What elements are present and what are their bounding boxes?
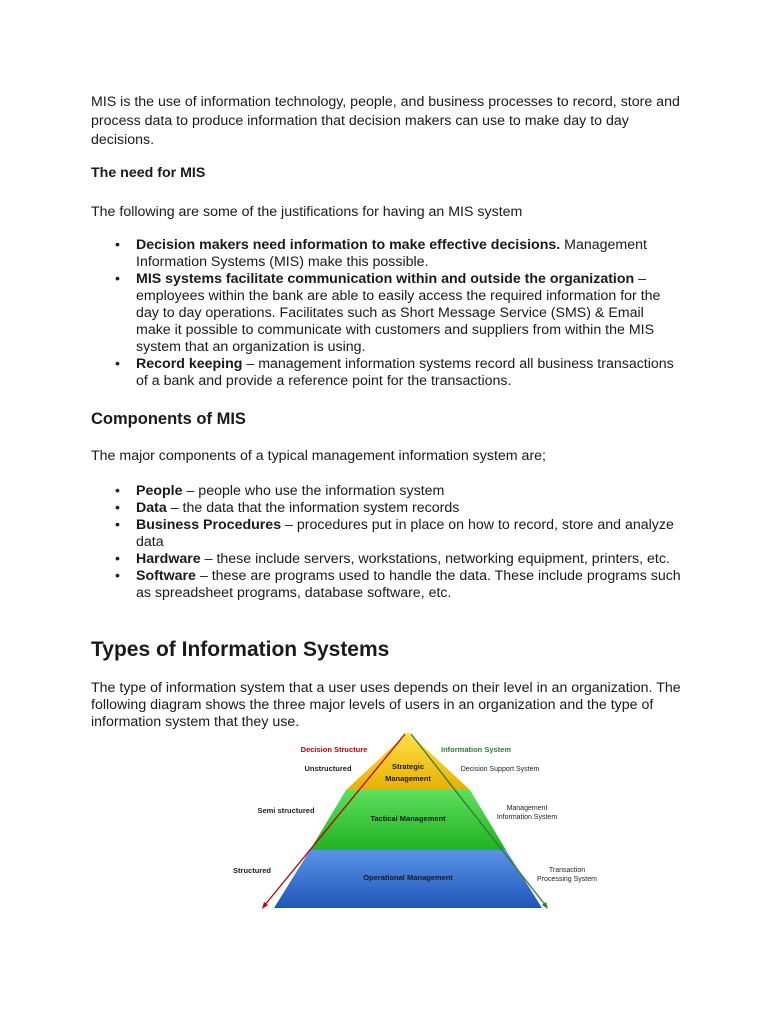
types-heading: Types of Information Systems [91, 638, 390, 661]
bullet-icon: • [115, 483, 120, 499]
mis-label-line2: Information System [496, 814, 558, 821]
need-item-desc: Management Information Systems (MIS) make this possible. [136, 237, 647, 270]
need-item [91, 271, 681, 356]
tps-label-line1: Transaction [548, 867, 586, 874]
need-list-wrap [91, 237, 681, 390]
component-item [91, 551, 681, 568]
strategic-management-line1: Strategic [391, 762, 425, 771]
types-paragraph-wrap [91, 680, 691, 731]
component-item [91, 500, 681, 517]
decision-support-system-label: Decision Support System [460, 766, 540, 773]
need-item-desc: – management information systems record all business transactions of a bank and provide a reference point for the transactions. [136, 356, 674, 389]
component-item-desc: – these are programs used to handle the data. These include programs such as spreadsheet programs, database software, etc. [136, 568, 681, 601]
need-item-term: MIS systems facilitate communication within and outside the organization [136, 271, 635, 287]
component-item-desc: – procedures put in place on how to record, store and analyze data [136, 517, 674, 550]
bullet-icon: • [115, 271, 120, 287]
need-item-term: Decision makers need information to make effective decisions. [136, 237, 561, 253]
tps-label-line2: Processing System [537, 876, 597, 883]
component-item-term: Hardware [136, 551, 201, 567]
component-item-desc: – these include servers, workstations, networking equipment, printers, etc. [200, 551, 670, 567]
unstructured-label: Unstructured [304, 764, 352, 773]
pyramid-svg [226, 732, 597, 912]
strategic-management-line2: Management [385, 774, 431, 783]
structured-label: Structured [233, 866, 271, 875]
components-lead: The major components of a typical management information system are; [91, 448, 546, 464]
components-heading-wrap [91, 409, 681, 429]
bullet-icon: • [115, 500, 120, 516]
need-heading-wrap [91, 164, 681, 183]
need-item [91, 356, 681, 390]
operational-management-label: Operational Management [363, 873, 453, 882]
need-lead-wrap [91, 203, 681, 222]
components-lead-wrap [91, 447, 681, 466]
components-list [91, 483, 681, 602]
mis-label-line1: Management [506, 805, 548, 812]
component-item [91, 483, 681, 500]
mis-pyramid-diagram [226, 732, 597, 912]
types-heading-wrap [91, 637, 681, 663]
component-item-desc: – people who use the information system [182, 483, 445, 499]
semi-structured-label: Semi structured [257, 806, 315, 815]
need-item [91, 237, 681, 271]
component-item-term: Data [136, 500, 167, 516]
bullet-icon: • [115, 517, 120, 533]
components-heading: Components of MIS [91, 410, 246, 428]
need-heading: The need for MIS [91, 165, 206, 181]
component-item-desc: – the data that the information system records [166, 500, 460, 516]
component-item-term: Business Procedures [136, 517, 282, 533]
bullet-icon: • [115, 356, 120, 372]
bullet-icon: • [115, 568, 120, 584]
information-system-title: Information System [440, 745, 512, 754]
bullet-icon: • [115, 551, 120, 567]
intro-paragraph: MIS is the use of information technology, people, and business processes to record, store and process data to produce information that decision makers can use to make day to day decisions. [91, 94, 680, 148]
need-list [91, 237, 681, 390]
intro-section [91, 93, 681, 150]
need-item-term: Record keeping [136, 356, 243, 372]
component-item [91, 568, 681, 602]
component-item [91, 517, 681, 551]
need-item-desc: – employees within the bank are able to easily access the required information for the day to day operations. Facilitates such as Short Message Service (SMS) & Email make it possible to communicate with customers and suppliers from within the MIS system that an organization is using. [136, 271, 661, 355]
decision-structure-title: Decision Structure [300, 745, 368, 754]
need-lead: The following are some of the justifications for having an MIS system [91, 204, 523, 220]
bullet-icon: • [115, 237, 120, 253]
components-list-wrap [91, 483, 681, 602]
types-paragraph: The type of information system that a user uses depends on their level in an organization. The following diagram shows the three major levels of users in an organization and the type of information system that they use. [91, 680, 681, 730]
tactical-management-label: Tactical Management [370, 814, 446, 823]
component-item-term: People [136, 483, 183, 499]
component-item-term: Software [136, 568, 196, 584]
